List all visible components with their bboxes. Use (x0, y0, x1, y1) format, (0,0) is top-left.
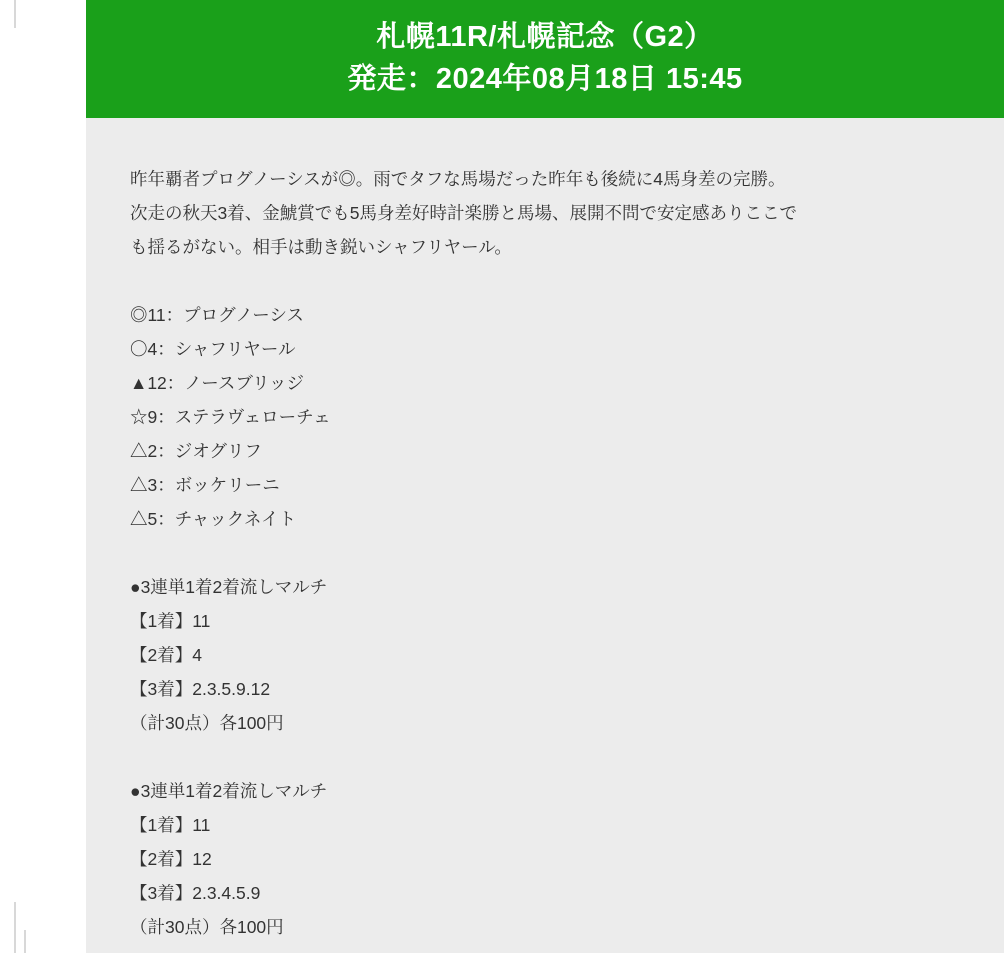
race-title: 札幌11R/札幌記念（G2） (376, 21, 714, 53)
pick-item: ▲12：ノースブリッジ (130, 373, 304, 393)
bet-row: 【2着】12 (130, 849, 212, 869)
margin-rule-top (14, 0, 16, 28)
pick-item: ◎11：プログノーシス (130, 305, 304, 325)
race-body (86, 118, 1004, 944)
bet-total: （計30点）各100円 (130, 917, 284, 937)
bet-type-title: ●3連単1着2着流しマルチ (130, 781, 328, 801)
commentary-block (130, 162, 960, 264)
picks-list (130, 298, 960, 536)
bet-type-title: ●3連単1着2着流しマルチ (130, 577, 328, 597)
bet-row: 【2着】4 (130, 645, 202, 665)
margin-rule-bottom (14, 902, 16, 953)
pick-item: △2：ジオグリフ (130, 441, 262, 461)
bet-block (130, 774, 960, 944)
bet-total: （計30点）各100円 (130, 713, 284, 733)
bet-block (130, 570, 960, 740)
commentary-line-2: 次走の秋天3着、金鯱賞でも5馬身差好時計楽勝と馬場、展開不問で安定感ありここで (130, 203, 797, 223)
pick-item: △5：チャックネイト (130, 509, 297, 529)
commentary-line-3: も揺るがない。相手は動き鋭いシャフリヤール。 (130, 237, 512, 257)
spacer-3 (130, 740, 960, 774)
spacer-1 (130, 264, 960, 298)
race-start-time: 発走：2024年08月18日 15:45 (347, 63, 743, 95)
pick-item: ☆9：ステラヴェローチェ (130, 407, 331, 427)
commentary-line-1: 昨年覇者プログノーシスが◎。雨でタフな馬場だった昨年も後続に4馬身差の完勝。 (130, 169, 786, 189)
race-header (86, 0, 1004, 118)
bet-row: 【1着】11 (130, 611, 211, 631)
left-margin-rail (0, 0, 86, 953)
spacer-2 (130, 536, 960, 570)
bet-row: 【3着】2.3.5.9.12 (130, 679, 271, 699)
bet-row: 【1着】11 (130, 815, 211, 835)
race-info-card (86, 0, 1004, 953)
pick-item: 〇4：シャフリヤール (130, 339, 296, 359)
bet-row: 【3着】2.3.4.5.9 (130, 883, 261, 903)
margin-rule-bottom-secondary (24, 930, 26, 953)
pick-item: △3：ボッケリーニ (130, 475, 280, 495)
